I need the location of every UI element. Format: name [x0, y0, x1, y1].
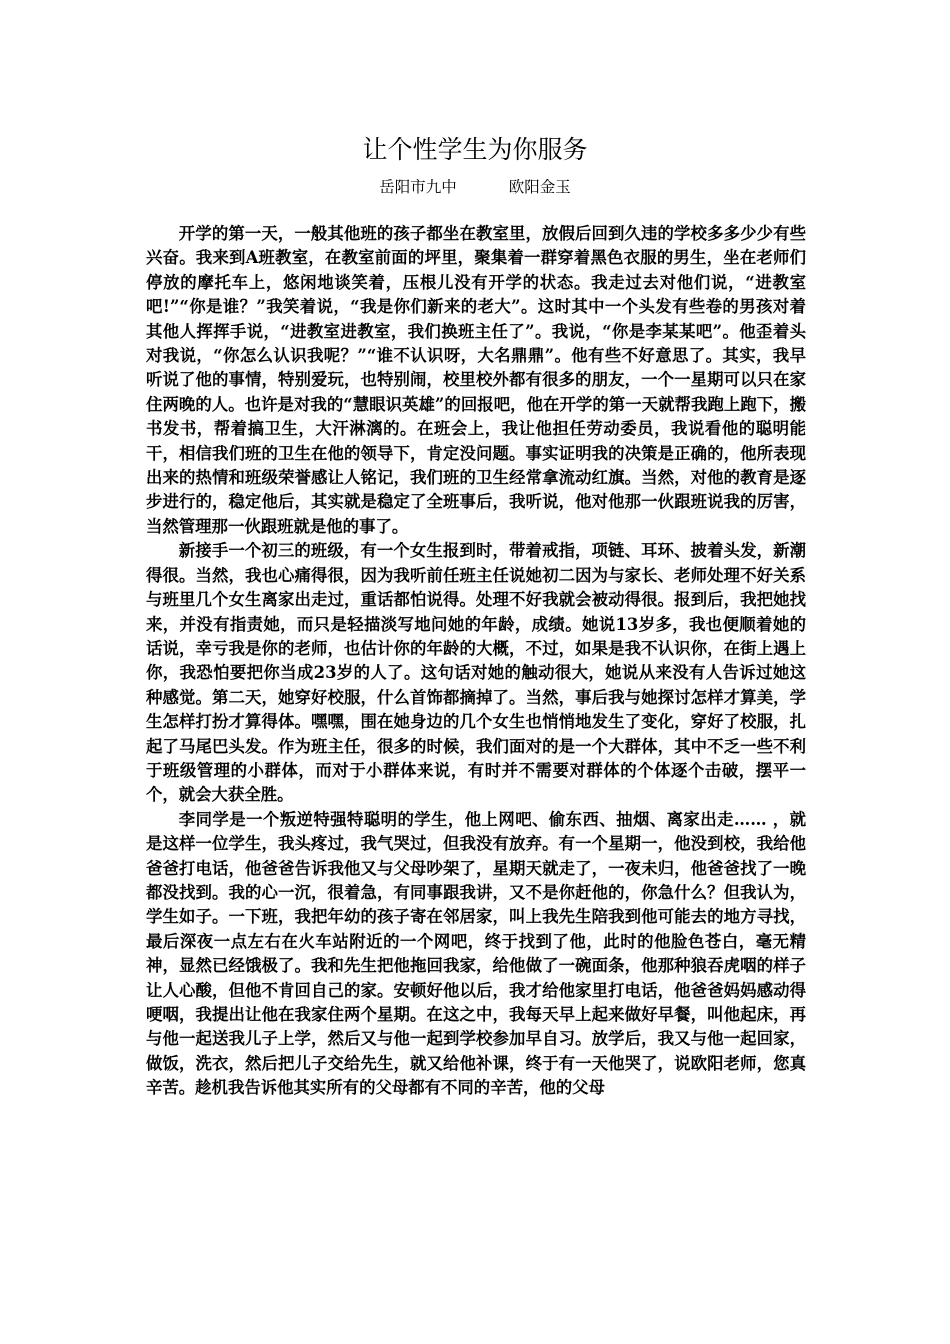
article-body — [146, 222, 806, 1101]
paragraph-1: 开学的第一天，一般其他班的孩子都坐在教室里，放假后回到久违的学校多多少少有些兴奋。我来到A班教室，在教室前面的坪里，聚集着一群穿着黑色衣服的男生，坐在老师们停放的摩托车上，悠闲地谈笑着，压根儿没有开学的状态。我走过去对他们说，“进教室吧!”“你是谁？”我笑着说，“我是你们新来的老大”。这时其中一个头发有些卷的男孩对着其他人挥挥手说，“进教室进教室，我们换班主任了”。我说，“你是李某某吧”。他歪着头对我说，“你怎么认识我呢？”“谁不认识呀，大名鼎鼎”。他有些不好意思了。其实，我早听说了他的事情，特别爱玩，也特别闹，校里校外都有很多的朋友，一个一星期可以只在家住两晚的人。也许是对我的“慧眼识英雄”的回报吧，他在开学的第一天就帮我跑上跑下，搬书发书，帮着搞卫生，大汗淋漓的。在班会上，我让他担任劳动委员，我说看他的聪明能干，相信我们班的卫生在他的领导下，肯定没问题。事实证明我的决策是正确的，他所表现出来的热情和班级荣誉感让人铭记，我们班的卫生经常拿流动红旗。当然，对他的教育是逐步进行的，稳定他后，其实就是稳定了全班事后，我听说，他对他那一伙跟班说我的厉害，当然管理那一伙跟班就是他的事了。 — [146, 224, 806, 536]
document-title: 让个性学生为你服务 — [362, 135, 588, 164]
paragraph-3: 李同学是一个叛逆特强特聪明的学生，他上网吧、偷东西、抽烟、离家出走…… ，就是这样一位学生，我头疼过，我气哭过，但我没有放弃。有一个星期一，他没到校，我给他爸爸打电话，他爸爸告诉我他又与父母吵架了，星期天就走了，一夜未归，他爸爸找了一晚都没找到。我的心一沉，很着急，有同事跟我讲，又不是你赶他的，你急什么？但我认为，学生如子。一下班，我把年幼的孩子寄在邻居家，叫上我先生陪我到他可能去的地方寻找，最后深夜一点左右在火车站附近的一个网吧，终于找到了他，此时的他脸色苍白，毫无精神，显然已经饿极了。我和先生把他拖回我家，给他做了一碗面条，他那种狼吞虎咽的样子让人心酸，但他不肯回自己的家。安顿好他以后，我才给他家里打电话，他爸爸妈妈感动得哽咽，我提出让他在我家住两个星期。在这之中，我每天早上起来做好早餐，叫他起床，再与他一起送我儿子上学，然后又与他一起到学校参加早自习。放学后，我又与他一起回家，做饭，洗衣，然后把儿子交给先生，就又给他补课，终于有一天他哭了，说欧阳老师，您真辛苦。趁机我告诉他其实所有的父母都有不同的辛苦，他的父母 — [146, 809, 806, 1098]
byline-school: 岳阳市九中 — [379, 178, 457, 196]
byline — [0, 176, 950, 198]
paragraph-2: 新接手一个初三的班级，有一个女生报到时，带着戒指，项链、耳环、披着头发，新潮得很。当然，我也心痛得很，因为我听前任班主任说她初二因为与家长、老师处理不好关系与班里几个女生离家出走过，重话都怕说得。处理不好我就会被动得很。报到后，我把她找来，并没有指责她，而只是轻描淡写地问她的年龄，成绩。她说13岁多，我也便顺着她的话说，幸亏我是你的老师，也估计你的年龄的大概，不过，如果是我不认识你，在街上遇上你，我恐怕要把你当成23岁的人了。这句话对她的触动很大，她说从来没有人告诉过她这种感觉。第二天，她穿好校服，什么首饰都摘掉了。当然，事后我与她探讨怎样才算美，学生怎样打扮才算得体。嘿嘿，围在她身边的几个女生也悄悄地发生了变化，穿好了校服，扎起了马尾巴头发。作为班主任，很多的时候，我们面对的是一个大群体，其中不乏一些不利于班级管理的小群体，而对于小群体来说，有时并不需要对群体的个体逐个击破，摆平一个，就会大获全胜。 — [146, 541, 806, 805]
byline-author: 欧阳金玉 — [508, 178, 571, 196]
